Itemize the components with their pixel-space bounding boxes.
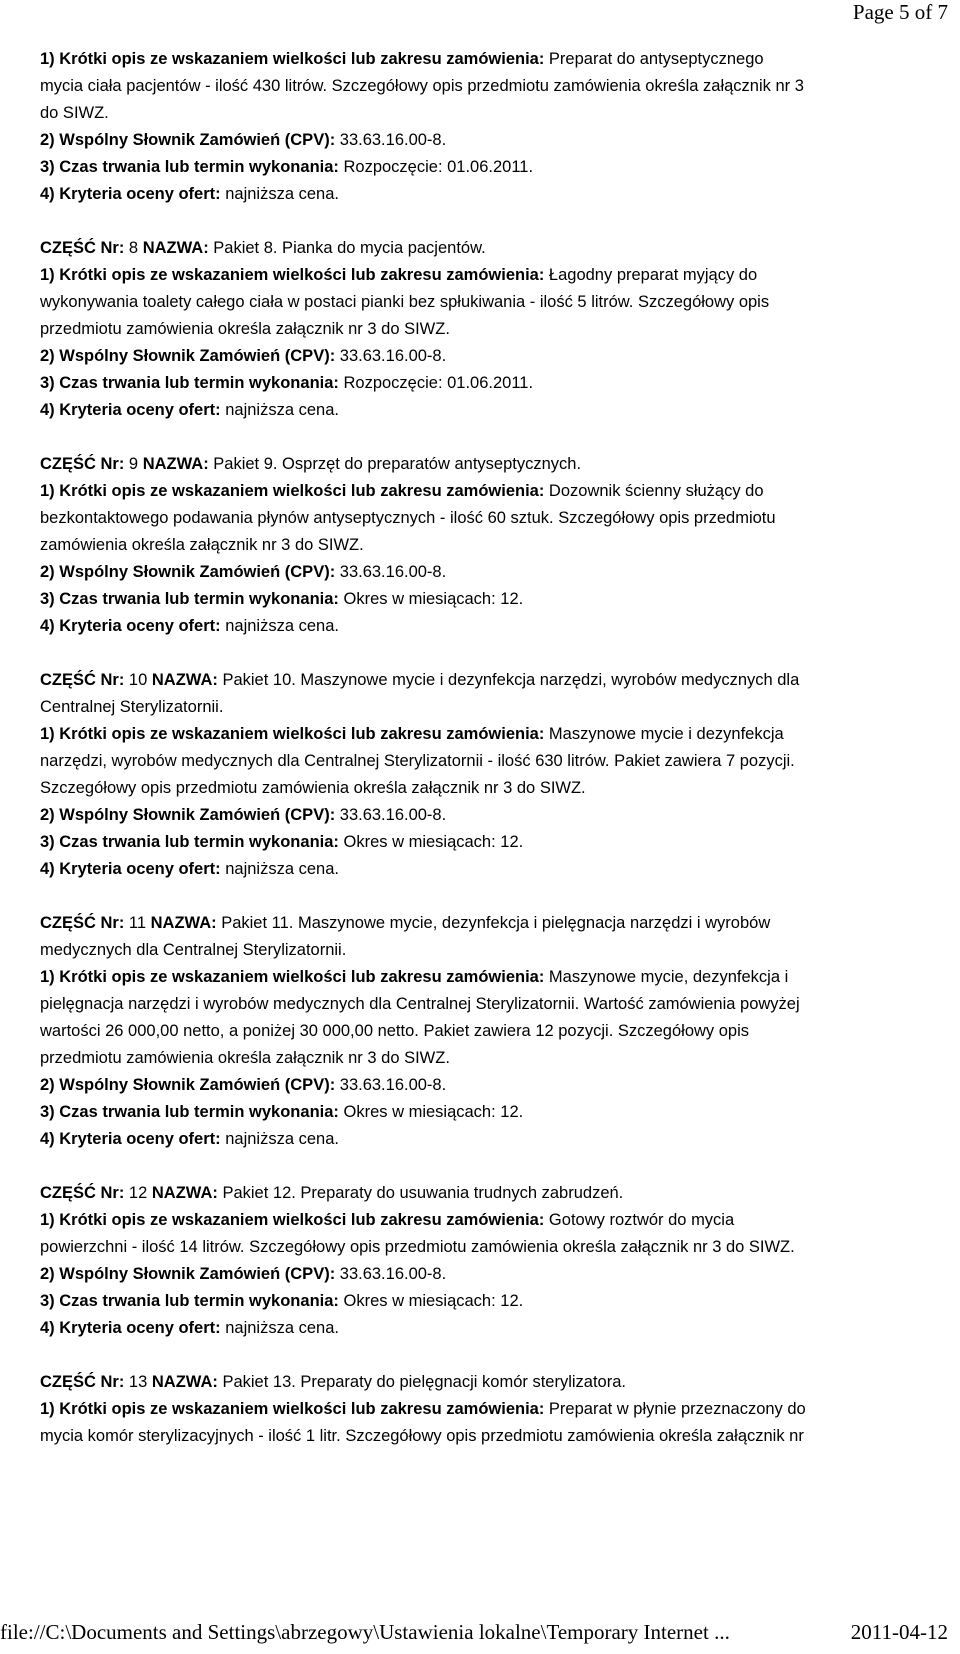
opis-line — [40, 46, 924, 73]
opis-line: narzędzi, wyrobów medycznych dla Centralnej Sterylizatornii - ilość 630 litrów. Pakiet zawiera 7 pozycji. — [40, 752, 795, 770]
kryteria-value: najniższa cena. — [220, 617, 339, 635]
part-number: 8 — [124, 239, 143, 257]
part-11 — [40, 910, 924, 1153]
czas-line — [40, 370, 924, 397]
opis-label: 1) Krótki opis ze wskazaniem wielkości lub zakresu zamówienia: — [40, 1211, 545, 1229]
kryteria-label: 4) Kryteria oceny ofert: — [40, 1130, 221, 1148]
cpv-value: 33.63.16.00-8. — [335, 131, 447, 149]
cpv-label: 2) Wspólny Słownik Zamówień (CPV): — [40, 131, 336, 149]
spacer — [40, 640, 924, 667]
czas-label: 3) Czas trwania lub termin wykonania: — [40, 158, 339, 176]
kryteria-value: najniższa cena. — [220, 185, 339, 203]
part-name: Pakiet 11. Maszynowe mycie, dezynfekcja i pielęgnacja narzędzi i wyrobów — [216, 914, 771, 932]
czas-label: 3) Czas trwania lub termin wykonania: — [40, 374, 339, 392]
opis-label: 1) Krótki opis ze wskazaniem wielkości lub zakresu zamówienia: — [40, 50, 545, 68]
cpv-value: 33.63.16.00-8. — [335, 563, 447, 581]
opis-line: wartości 26 000,00 netto, a poniżej 30 000,00 netto. Pakiet zawiera 12 pozycji. Szczegółowy opis — [40, 1022, 750, 1040]
kryteria-value: najniższa cena. — [220, 1130, 339, 1148]
opis-text: Dozownik ścienny służący do — [544, 482, 764, 500]
part-name: Pakiet 10. Maszynowe mycie i dezynfekcja narzędzi, wyrobów medycznych dla — [217, 671, 800, 689]
part-heading — [40, 910, 924, 937]
opis-text: Maszynowe mycie, dezynfekcja i — [544, 968, 789, 986]
czas-line — [40, 154, 924, 181]
cpv-label: 2) Wspólny Słownik Zamówień (CPV): — [40, 347, 336, 365]
opis-line: do SIWZ. — [40, 104, 109, 122]
cpv-line — [40, 1072, 924, 1099]
czas-label: 3) Czas trwania lub termin wykonania: — [40, 590, 339, 608]
opis-line: mycia komór sterylizacyjnych - ilość 1 litr. Szczegółowy opis przedmiotu zamówienia określa załącznik nr — [40, 1427, 804, 1445]
print-date-label: 2011-04-12 — [850, 1620, 948, 1644]
kryteria-line — [40, 613, 924, 640]
spacer — [40, 1153, 924, 1180]
cpv-line — [40, 1261, 924, 1288]
kryteria-line — [40, 856, 924, 883]
part-heading — [40, 1180, 924, 1207]
part-number: 12 — [124, 1184, 152, 1202]
opis-label: 1) Krótki opis ze wskazaniem wielkości lub zakresu zamówienia: — [40, 725, 545, 743]
cpv-label: 2) Wspólny Słownik Zamówień (CPV): — [40, 1265, 336, 1283]
opis-label: 1) Krótki opis ze wskazaniem wielkości lub zakresu zamówienia: — [40, 482, 545, 500]
part-name-line: Centralnej Sterylizatornii. — [40, 698, 224, 716]
czas-value: Rozpoczęcie: 01.06.2011. — [338, 374, 534, 392]
part-name: Pakiet 8. Pianka do mycia pacjentów. — [208, 239, 486, 257]
kryteria-label: 4) Kryteria oceny ofert: — [40, 401, 221, 419]
part-9 — [40, 451, 924, 640]
kryteria-line — [40, 1315, 924, 1342]
part-heading — [40, 451, 924, 478]
opis-label: 1) Krótki opis ze wskazaniem wielkości lub zakresu zamówienia: — [40, 1400, 545, 1418]
czesc-label: CZĘŚĆ Nr: — [40, 914, 125, 932]
czas-value: Okres w miesiącach: 12. — [338, 590, 524, 608]
part-10 — [40, 667, 924, 883]
kryteria-label: 4) Kryteria oceny ofert: — [40, 860, 221, 878]
part-8 — [40, 235, 924, 424]
opis-line — [40, 964, 924, 991]
file-path-label: file://C:\Documents and Settings\abrzegowy\Ustawienia lokalne\Temporary Internet ... — [0, 1620, 730, 1644]
nazwa-label: NAZWA: — [151, 671, 218, 689]
czas-value: Okres w miesiącach: 12. — [338, 1103, 524, 1121]
cpv-value: 33.63.16.00-8. — [335, 347, 447, 365]
part-number: 13 — [124, 1373, 152, 1391]
czas-value: Okres w miesiącach: 12. — [338, 1292, 524, 1310]
part-number: 10 — [124, 671, 152, 689]
opis-line: przedmiotu zamówienia określa załącznik nr 3 do SIWZ. — [40, 1049, 450, 1067]
opis-line: pielęgnacja narzędzi i wyrobów medycznych dla Centralnej Sterylizatornii. Wartość zamówienia powyżej — [40, 995, 800, 1013]
nazwa-label: NAZWA: — [142, 239, 209, 257]
czas-value: Rozpoczęcie: 01.06.2011. — [338, 158, 534, 176]
kryteria-label: 4) Kryteria oceny ofert: — [40, 1319, 221, 1337]
czas-label: 3) Czas trwania lub termin wykonania: — [40, 1292, 339, 1310]
cpv-line — [40, 802, 924, 829]
opis-line: mycia ciała pacjentów - ilość 430 litrów. Szczegółowy opis przedmiotu zamówienia określa załącznik nr 3 — [40, 77, 804, 95]
opis-line — [40, 1207, 924, 1234]
part-heading — [40, 667, 924, 694]
cpv-value: 33.63.16.00-8. — [335, 806, 447, 824]
spacer — [40, 1342, 924, 1369]
czas-line — [40, 1099, 924, 1126]
nazwa-label: NAZWA: — [142, 455, 209, 473]
page-number-label: Page 5 of 7 — [852, 0, 948, 24]
kryteria-line — [40, 1126, 924, 1153]
nazwa-label: NAZWA: — [151, 1373, 218, 1391]
cpv-label: 2) Wspólny Słownik Zamówień (CPV): — [40, 1076, 336, 1094]
part-heading — [40, 235, 924, 262]
part-12 — [40, 1180, 924, 1342]
cpv-line — [40, 127, 924, 154]
kryteria-label: 4) Kryteria oceny ofert: — [40, 185, 221, 203]
spacer — [40, 208, 924, 235]
opis-line — [40, 1396, 924, 1423]
spacer — [40, 424, 924, 451]
czas-label: 3) Czas trwania lub termin wykonania: — [40, 1103, 339, 1121]
nazwa-label: NAZWA: — [151, 1184, 218, 1202]
opis-line: Szczegółowy opis przedmiotu zamówienia określa załącznik nr 3 do SIWZ. — [40, 779, 586, 797]
nazwa-label: NAZWA: — [150, 914, 217, 932]
kryteria-value: najniższa cena. — [220, 860, 339, 878]
part-name: Pakiet 12. Preparaty do usuwania trudnych zabrudzeń. — [217, 1184, 624, 1202]
part-number: 11 — [124, 914, 151, 932]
cpv-line — [40, 343, 924, 370]
opis-label: 1) Krótki opis ze wskazaniem wielkości lub zakresu zamówienia: — [40, 968, 545, 986]
czas-value: Okres w miesiącach: 12. — [338, 833, 524, 851]
czas-line — [40, 1288, 924, 1315]
czesc-label: CZĘŚĆ Nr: — [40, 1184, 125, 1202]
opis-line — [40, 478, 924, 505]
opis-line: bezkontaktowego podawania płynów antyseptycznych - ilość 60 sztuk. Szczegółowy opis przedmiotu — [40, 509, 776, 527]
part-13 — [40, 1369, 924, 1450]
part-heading — [40, 1369, 924, 1396]
opis-text: Łagodny preparat myjący do — [544, 266, 758, 284]
cpv-value: 33.63.16.00-8. — [335, 1265, 447, 1283]
opis-line: powierzchni - ilość 14 litrów. Szczegółowy opis przedmiotu zamówienia określa załącznik nr 3 do SIWZ. — [40, 1238, 795, 1256]
opis-text: Gotowy roztwór do mycia — [544, 1211, 735, 1229]
opis-text: Preparat w płynie przeznaczony do — [544, 1400, 806, 1418]
cpv-label: 2) Wspólny Słownik Zamówień (CPV): — [40, 563, 336, 581]
cpv-value: 33.63.16.00-8. — [335, 1076, 447, 1094]
opis-line — [40, 262, 924, 289]
cpv-line — [40, 559, 924, 586]
page-header — [853, 0, 948, 24]
part-name: Pakiet 13. Preparaty do pielęgnacji komór sterylizatora. — [217, 1373, 626, 1391]
czas-line — [40, 829, 924, 856]
kryteria-value: najniższa cena. — [220, 401, 339, 419]
kryteria-line — [40, 181, 924, 208]
document-body — [40, 46, 924, 1450]
czesc-label: CZĘŚĆ Nr: — [40, 239, 125, 257]
opis-line — [40, 721, 924, 748]
opis-label: 1) Krótki opis ze wskazaniem wielkości lub zakresu zamówienia: — [40, 266, 545, 284]
kryteria-label: 4) Kryteria oceny ofert: — [40, 617, 221, 635]
czesc-label: CZĘŚĆ Nr: — [40, 671, 125, 689]
czesc-label: CZĘŚĆ Nr: — [40, 1373, 125, 1391]
spacer — [40, 883, 924, 910]
opis-line: przedmiotu zamówienia określa załącznik nr 3 do SIWZ. — [40, 320, 450, 338]
czas-line — [40, 586, 924, 613]
part-name: Pakiet 9. Osprzęt do preparatów antyseptycznych. — [208, 455, 582, 473]
opis-text: Maszynowe mycie i dezynfekcja — [544, 725, 784, 743]
opis-line: zamówienia określa załącznik nr 3 do SIWZ. — [40, 536, 364, 554]
part-number: 9 — [124, 455, 143, 473]
opis-text: Preparat do antyseptycznego — [544, 50, 764, 68]
kryteria-line — [40, 397, 924, 424]
part-name-line: medycznych dla Centralnej Sterylizatornii. — [40, 941, 347, 959]
part-continuation — [40, 46, 924, 208]
kryteria-value: najniższa cena. — [220, 1319, 339, 1337]
czas-label: 3) Czas trwania lub termin wykonania: — [40, 833, 339, 851]
cpv-label: 2) Wspólny Słownik Zamówień (CPV): — [40, 806, 336, 824]
czesc-label: CZĘŚĆ Nr: — [40, 455, 125, 473]
opis-line: wykonywania toalety całego ciała w postaci pianki bez spłukiwania - ilość 5 litrów. Szczegółowy opis — [40, 293, 770, 311]
